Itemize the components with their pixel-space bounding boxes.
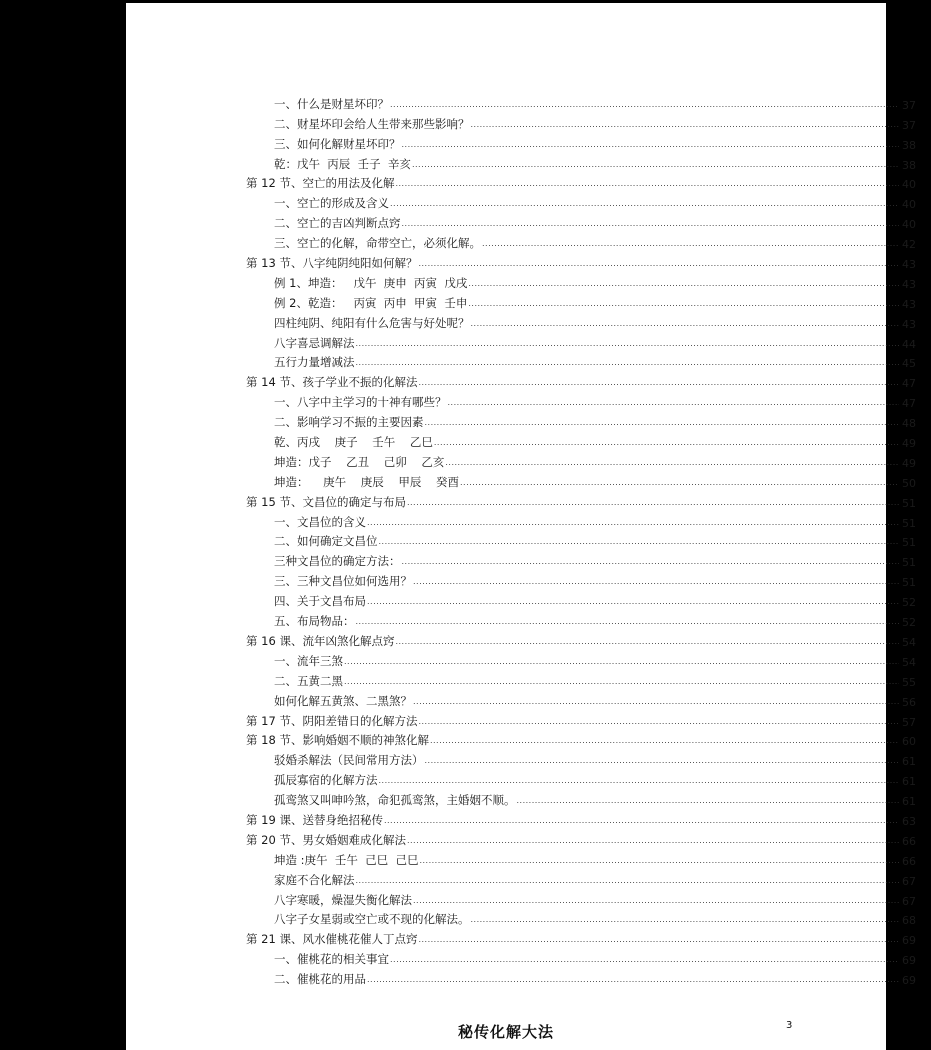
toc-entry-title: 例 1、坤造： 戊午 庚申 丙寅 戊戌 (274, 275, 468, 290)
toc-subentry (246, 510, 916, 530)
toc-entry-page: 51 (902, 536, 916, 550)
toc-entry-page: 37 (902, 118, 916, 132)
toc-subentry (246, 908, 916, 928)
toc-section-entry (246, 370, 916, 390)
toc-entry-page: 48 (902, 417, 916, 431)
toc-subentry (246, 649, 916, 669)
toc-dot-leader (384, 816, 899, 825)
toc-entry-title: 如何化解五黄煞、二黑煞？ (274, 693, 412, 708)
toc-subentry (246, 689, 916, 709)
toc-subentry (246, 848, 916, 868)
toc-subentry (246, 669, 916, 689)
toc-dot-leader (402, 557, 900, 566)
toc-subentry (246, 967, 916, 987)
toc-entry-page: 52 (902, 596, 916, 610)
toc-subentry (246, 947, 916, 967)
toc-entry-page: 44 (902, 337, 916, 351)
toc-entry-title: 第 15 节、文昌位的确定与布局 (246, 494, 406, 509)
toc-entry-page: 50 (902, 476, 916, 490)
toc-dot-leader (356, 358, 900, 367)
toc-subentry (246, 311, 916, 331)
toc-subentry (246, 430, 916, 450)
toc-entry-page: 51 (902, 556, 916, 570)
toc-entry-page: 67 (902, 874, 916, 888)
toc-entry-title: 第 18 节、影响婚姻不顺的神煞化解 (246, 733, 429, 748)
toc-dot-leader (434, 438, 899, 447)
toc-dot-leader (471, 319, 900, 328)
toc-entry-page: 57 (902, 715, 916, 729)
toc-entry-title: 二、催桃花的用品 (274, 972, 366, 987)
toc-entry-title: 第 13 节、八字纯阴纯阳如何解？ (246, 256, 418, 271)
toc-entry-title: 三种文昌位的确定方法： (274, 554, 401, 569)
toc-entry-title: 坤造： 庚午 庚辰 甲辰 癸酉 (274, 474, 459, 489)
toc-entry-title: 一、空亡的形成及含义 (274, 196, 389, 211)
toc-dot-leader (430, 736, 899, 745)
toc-dot-leader (407, 836, 899, 845)
toc-entry-title: 第 19 课、送替身绝招秘传 (246, 812, 383, 827)
toc-dot-leader (395, 179, 899, 188)
toc-entry-page: 40 (902, 218, 916, 232)
toc-entry-title: 孤鸾煞又叫呻吟煞，命犯孤鸾煞，主婚姻不顺。 (274, 793, 516, 808)
toc-subentry (246, 888, 916, 908)
toc-dot-leader (445, 458, 899, 467)
toc-dot-leader (425, 418, 900, 427)
toc-entry-page: 68 (902, 914, 916, 928)
toc-entry-page: 43 (902, 317, 916, 331)
toc-subentry (246, 92, 916, 112)
toc-subentry (246, 549, 916, 569)
toc-subentry (246, 132, 916, 152)
toc-subentry (246, 788, 916, 808)
toc-section-entry (246, 927, 916, 947)
toc-entry-page: 45 (902, 357, 916, 371)
toc-entry-page: 47 (902, 397, 916, 411)
toc-subentry (246, 291, 916, 311)
toc-entry-page: 69 (902, 974, 916, 988)
toc-subentry (246, 410, 916, 430)
toc-entry-title: 驳婚杀解法（民间常用方法） (274, 753, 424, 768)
toc-entry-title: 第 17 节、阴阳差错日的化解方法 (246, 713, 418, 728)
toc-dot-leader (412, 160, 899, 169)
toc-dot-leader (379, 776, 900, 785)
toc-entry-page: 55 (902, 675, 916, 689)
toc-dot-leader (418, 378, 899, 387)
toc-entry-page: 61 (902, 775, 916, 789)
toc-dot-leader (413, 896, 899, 905)
toc-subentry (246, 868, 916, 888)
toc-entry-title: 坤造：戊子 乙丑 己卯 乙亥 (274, 454, 445, 469)
toc-entry-title: 一、催桃花的相关事宜 (274, 952, 389, 967)
toc-dot-leader (367, 518, 899, 527)
toc-section-entry (246, 828, 916, 848)
toc-subentry (246, 390, 916, 410)
toc-dot-leader (356, 339, 900, 348)
toc-entry-title: 一、流年三煞 (274, 653, 343, 668)
toc-entry-title: 二、财星坏印会给人生带来那些影响？ (274, 116, 470, 131)
toc-dot-leader (379, 537, 900, 546)
toc-dot-leader (418, 935, 899, 944)
toc-entry-page: 40 (902, 178, 916, 192)
toc-entry-page: 47 (902, 377, 916, 391)
toc-dot-leader (413, 697, 899, 706)
toc-entry-page: 61 (902, 795, 916, 809)
toc-entry-page: 51 (902, 516, 916, 530)
toc-entry-title: 八字喜忌调解法 (274, 335, 355, 350)
toc-subentry (246, 351, 916, 371)
toc-subentry (246, 331, 916, 351)
toc-dot-leader (517, 796, 900, 805)
toc-entry-page: 60 (902, 735, 916, 749)
toc-subentry (246, 589, 916, 609)
toc-subentry (246, 609, 916, 629)
toc-dot-leader (425, 756, 900, 765)
toc-dot-leader (402, 140, 900, 149)
toc-dot-leader (390, 199, 899, 208)
toc-entry-page: 69 (902, 934, 916, 948)
toc-entry-page: 38 (902, 158, 916, 172)
toc-entry-page: 61 (902, 755, 916, 769)
toc-entry-title: 第 20 节、男女婚姻难成化解法 (246, 832, 406, 847)
toc-entry-title: 三、如何化解财星坏印？ (274, 136, 401, 151)
toc-dot-leader (344, 677, 899, 686)
toc-entry-title: 一、文昌位的含义 (274, 514, 366, 529)
toc-entry-page: 51 (902, 576, 916, 590)
toc-entry-title: 二、空亡的吉凶判断点窍 (274, 216, 401, 231)
toc-dot-leader (471, 915, 900, 924)
toc-entry-page: 42 (902, 238, 916, 252)
toc-dot-leader (395, 637, 899, 646)
toc-entry-page: 43 (902, 297, 916, 311)
toc-dot-leader (402, 219, 900, 228)
toc-entry-title: 四、关于文昌布局 (274, 594, 366, 609)
toc-entry-title: 二、五黄二黑 (274, 673, 343, 688)
toc-dot-leader (390, 100, 899, 109)
toc-entry-page: 38 (902, 138, 916, 152)
toc-dot-leader (419, 856, 899, 865)
toc-subentry (246, 211, 916, 231)
toc-subentry (246, 450, 916, 470)
toc-dot-leader (356, 617, 900, 626)
toc-entry-title: 五行力量增减法 (274, 355, 355, 370)
toc-section-entry (246, 729, 916, 749)
toc-entry-title: 五、布局物品： (274, 614, 355, 629)
toc-entry-title: 三、空亡的化解，命带空亡，必须化解。 (274, 236, 481, 251)
footer-title: 秘传化解大法 (457, 1023, 554, 1041)
toc-entry-title: 例 2、乾造： 丙寅 丙申 甲寅 壬申 (274, 295, 468, 310)
toc-subentry (246, 152, 916, 172)
toc-subentry (246, 191, 916, 211)
toc-entry-title: 家庭不合化解法 (274, 872, 355, 887)
toc-section-entry (246, 808, 916, 828)
toc-dot-leader (344, 657, 899, 666)
toc-dot-leader (460, 478, 899, 487)
toc-dot-leader (418, 717, 899, 726)
toc-entry-page: 67 (902, 894, 916, 908)
toc-entry-page: 49 (902, 456, 916, 470)
toc-section-entry (246, 709, 916, 729)
toc-subentry (246, 748, 916, 768)
toc-entry-title: 三、三种文昌位如何选用？ (274, 574, 412, 589)
toc-entry-page: 66 (902, 834, 916, 848)
toc-dot-leader (482, 239, 899, 248)
toc-entry-page: 37 (902, 98, 916, 112)
toc-entry-title: 二、如何确定文昌位 (274, 534, 378, 549)
toc-dot-leader (468, 279, 899, 288)
toc-entry-page: 56 (902, 695, 916, 709)
toc-entry-page: 43 (902, 258, 916, 272)
toc-subentry (246, 768, 916, 788)
toc-dot-leader (418, 259, 899, 268)
toc-entry-title: 坤造 :庚午 壬午 己巳 己巳 (274, 852, 419, 867)
toc-entry-page: 40 (902, 198, 916, 212)
toc-entry-page: 63 (902, 814, 916, 828)
toc-dot-leader (448, 398, 900, 407)
toc-dot-leader (367, 975, 899, 984)
toc-entry-page: 54 (902, 635, 916, 649)
toc-subentry (246, 569, 916, 589)
toc-entry-title: 一、什么是财星坏印？ (274, 96, 389, 111)
toc-entry-page: 43 (902, 277, 916, 291)
toc-subentry (246, 271, 916, 291)
toc-entry-title: 八字子女星弱或空亡或不现的化解法。 (274, 912, 470, 927)
toc-entry-page: 54 (902, 655, 916, 669)
toc-entry-page: 51 (902, 496, 916, 510)
toc-entry-title: 第 14 节、孩子学业不振的化解法 (246, 375, 418, 390)
toc-dot-leader (407, 498, 899, 507)
toc-entry-title: 二、影响学习不振的主要因素 (274, 415, 424, 430)
toc-entry-page: 66 (902, 854, 916, 868)
toc-entry-page: 52 (902, 616, 916, 630)
toc-dot-leader (468, 299, 899, 308)
toc-dot-leader (356, 876, 900, 885)
toc-entry-title: 八字寒暖，燥湿失衡化解法 (274, 892, 412, 907)
toc-section-entry (246, 490, 916, 510)
toc-dot-leader (390, 955, 899, 964)
toc-entry-page: 69 (902, 954, 916, 968)
toc-entry-title: 一、八字中主学习的十神有哪些？ (274, 395, 447, 410)
page-number: 3 (786, 1020, 793, 1031)
toc-section-entry (246, 172, 916, 192)
toc-entry-title: 乾：戊午 丙辰 壬子 辛亥 (274, 156, 411, 171)
toc-dot-leader (471, 120, 900, 129)
document-page (126, 3, 916, 1050)
toc-entry-title: 第 16 课、流年凶煞化解点窍 (246, 633, 395, 648)
toc-dot-leader (413, 577, 899, 586)
toc-subentry (246, 470, 916, 490)
toc-section-entry (246, 251, 916, 271)
toc-dot-leader (367, 597, 899, 606)
toc-entry-title: 乾、丙戌 庚子 壬午 乙巳 (274, 435, 433, 450)
table-of-contents (246, 92, 916, 987)
toc-entry-title: 孤辰寡宿的化解方法 (274, 773, 378, 788)
toc-entry-page: 49 (902, 437, 916, 451)
toc-subentry (246, 231, 916, 251)
toc-section-entry (246, 629, 916, 649)
toc-entry-title: 四柱纯阴、纯阳有什么危害与好处呢？ (274, 315, 470, 330)
toc-subentry (246, 530, 916, 550)
toc-entry-title: 第 21 课、风水催桃花催人丁点窍 (246, 932, 418, 947)
toc-entry-title: 第 12 节、空亡的用法及化解 (246, 176, 395, 191)
toc-subentry (246, 112, 916, 132)
